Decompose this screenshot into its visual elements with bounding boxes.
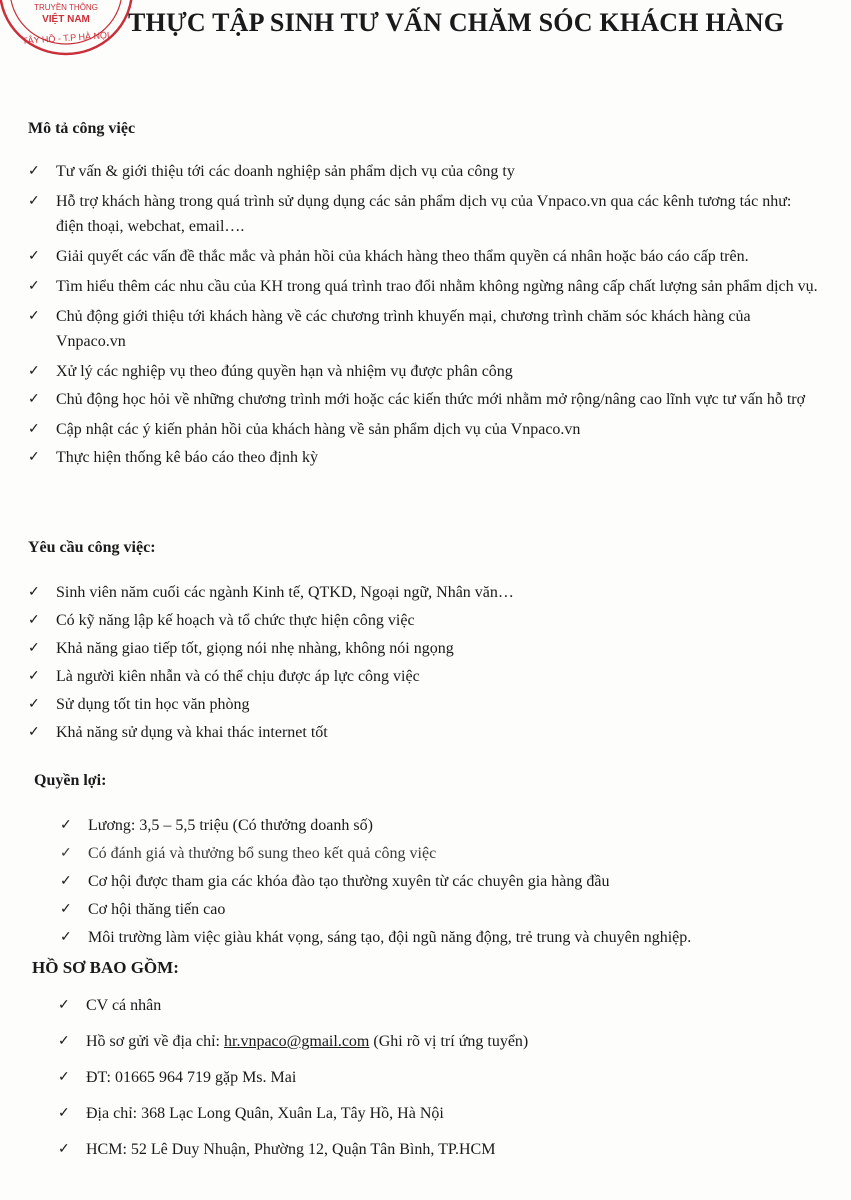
email-link[interactable]: hr.vnpaco@gmail.com xyxy=(224,1033,370,1050)
job-requirements-list xyxy=(28,580,818,748)
list-item-text: Lương: 3,5 – 5,5 triệu (Có thưởng doanh số) xyxy=(88,817,373,834)
check-icon: ✓ xyxy=(28,697,40,712)
list-item xyxy=(28,159,818,184)
page-title: THỰC TẬP SINH TƯ VẤN CHĂM SÓC KHÁCH HÀNG xyxy=(128,8,785,37)
check-icon: ✓ xyxy=(60,818,72,833)
list-item-text: Có kỹ năng lập kế hoạch và tổ chức thực hiện công việc xyxy=(56,612,415,629)
list-item xyxy=(28,417,818,442)
check-icon: ✓ xyxy=(60,874,72,889)
list-item xyxy=(58,1101,818,1126)
benefits-heading: Quyền lợi: xyxy=(34,772,107,789)
list-item-text: Tư vấn & giới thiệu tới các doanh nghiệp sản phẩm dịch vụ của công ty xyxy=(56,163,515,180)
list-item xyxy=(28,664,818,689)
check-icon: ✓ xyxy=(28,392,40,407)
check-icon: ✓ xyxy=(28,725,40,740)
job-description-heading: Mô tả công việc xyxy=(28,120,136,137)
list-item-text: Hỗ trợ khách hàng trong quá trình sử dụng dụng các sản phẩm dịch vụ của Vnpaco.vn qua các kênh tương tác như: điện thoại, webchat, email…. xyxy=(56,193,792,235)
check-icon: ✓ xyxy=(28,422,40,437)
stamp-line3: TÂY HỒ - T.P HÀ NỘI xyxy=(21,29,110,47)
check-icon: ✓ xyxy=(28,669,40,684)
send-address-line xyxy=(58,1029,818,1054)
list-item xyxy=(28,692,818,717)
list-item-text: Chủ động giới thiệu tới khách hàng về các chương trình khuyến mại, chương trình chăm sóc khách hàng của Vnpaco.vn xyxy=(56,308,751,350)
list-item xyxy=(58,1137,818,1162)
check-icon: ✓ xyxy=(28,364,40,379)
check-icon: ✓ xyxy=(28,249,40,264)
list-item-text: Sử dụng tốt tin học văn phòng xyxy=(56,696,250,713)
list-item xyxy=(28,445,818,470)
check-icon: ✓ xyxy=(58,1106,70,1121)
job-description-list xyxy=(28,159,818,473)
list-item-text: Cơ hội được tham gia các khóa đào tạo thường xuyên từ các chuyên gia hàng đầu xyxy=(88,873,610,890)
list-item xyxy=(58,1029,818,1054)
check-icon: ✓ xyxy=(28,641,40,656)
list-item-text: Khả năng giao tiếp tốt, giọng nói nhẹ nhàng, không nói ngọng xyxy=(56,640,454,657)
list-item xyxy=(60,841,840,866)
address-hanoi-text: Địa chỉ: 368 Lạc Long Quân, Xuân La, Tây Hồ, Hà Nội xyxy=(86,1105,444,1122)
list-item-text: Chủ động học hỏi về những chương trình mới hoặc các kiến thức mới nhằm mở rộng/nâng cao lĩnh vực tư vấn hỗ trợ xyxy=(56,391,806,408)
list-item xyxy=(28,387,818,412)
check-icon: ✓ xyxy=(60,902,72,917)
list-item-text: Là người kiên nhẫn và có thể chịu được áp lực công việc xyxy=(56,668,420,685)
list-item xyxy=(60,813,840,838)
phone-text: ĐT: 01665 964 719 gặp Ms. Mai xyxy=(86,1069,297,1086)
cv-text: CV cá nhân xyxy=(86,997,162,1014)
list-item xyxy=(28,244,818,269)
stamp-line2: VIỆT NAM xyxy=(42,14,90,25)
benefits-list xyxy=(60,813,840,953)
application-list xyxy=(58,993,818,1173)
list-item-text: Cập nhật các ý kiến phản hồi của khách hàng về sản phẩm dịch vụ của Vnpaco.vn xyxy=(56,421,581,438)
list-item-text: Xử lý các nghiệp vụ theo đúng quyền hạn và nhiệm vụ được phân công xyxy=(56,363,513,380)
check-icon: ✓ xyxy=(58,1142,70,1157)
check-icon: ✓ xyxy=(60,846,72,861)
list-item xyxy=(28,636,818,661)
check-icon: ✓ xyxy=(58,998,70,1013)
list-item-text: Môi trường làm việc giàu khát vọng, sáng tạo, đội ngũ năng động, trẻ trung và chuyên nghiệp. xyxy=(88,929,692,946)
list-item xyxy=(28,274,818,299)
list-item xyxy=(58,1065,818,1090)
list-item xyxy=(28,304,818,354)
list-item-text: Có đánh giá và thưởng bổ sung theo kết quả công việc xyxy=(88,845,437,862)
stamp-line1: TRUYỀN THÔNG xyxy=(34,3,98,12)
check-icon: ✓ xyxy=(28,613,40,628)
list-item xyxy=(60,925,840,950)
address-hcm-text: HCM: 52 Lê Duy Nhuận, Phường 12, Quận Tân Bình, TP.HCM xyxy=(86,1141,496,1158)
list-item xyxy=(28,359,818,384)
list-item xyxy=(60,869,840,894)
send-prefix: Hồ sơ gửi về địa chỉ: xyxy=(86,1033,224,1050)
list-item xyxy=(28,608,818,633)
check-icon: ✓ xyxy=(28,450,40,465)
list-item xyxy=(60,897,840,922)
list-item-text: Tìm hiểu thêm các nhu cầu của KH trong quá trình trao đổi nhằm không ngừng nâng cấp chất lượng sản phẩm dịch vụ. xyxy=(56,278,818,295)
check-icon: ✓ xyxy=(28,279,40,294)
check-icon: ✓ xyxy=(28,164,40,179)
check-icon: ✓ xyxy=(60,930,72,945)
list-item-text: Sinh viên năm cuối các ngành Kinh tế, QTKD, Ngoại ngữ, Nhân văn… xyxy=(56,584,514,601)
list-item-text: Thực hiện thống kê báo cáo theo định kỳ xyxy=(56,449,318,466)
list-item-text: Giải quyết các vấn đề thắc mắc và phản hồi của khách hàng theo thẩm quyền cá nhân hoặc báo cáo cấp trên. xyxy=(56,248,749,265)
check-icon: ✓ xyxy=(58,1070,70,1085)
job-requirements-heading: Yêu cầu công việc: xyxy=(28,539,156,556)
list-item-text: Cơ hội thăng tiến cao xyxy=(88,901,226,918)
check-icon: ✓ xyxy=(28,309,40,324)
list-item xyxy=(28,189,818,239)
check-icon: ✓ xyxy=(28,585,40,600)
check-icon: ✓ xyxy=(58,1034,70,1049)
list-item xyxy=(58,993,818,1018)
send-suffix: (Ghi rõ vị trí ứng tuyển) xyxy=(369,1033,529,1050)
list-item-text: Khả năng sử dụng và khai thác internet tốt xyxy=(56,724,328,741)
application-heading: HỒ SƠ BAO GỒM: xyxy=(32,958,179,977)
list-item xyxy=(28,580,818,605)
check-icon: ✓ xyxy=(28,194,40,209)
list-item xyxy=(28,720,818,745)
